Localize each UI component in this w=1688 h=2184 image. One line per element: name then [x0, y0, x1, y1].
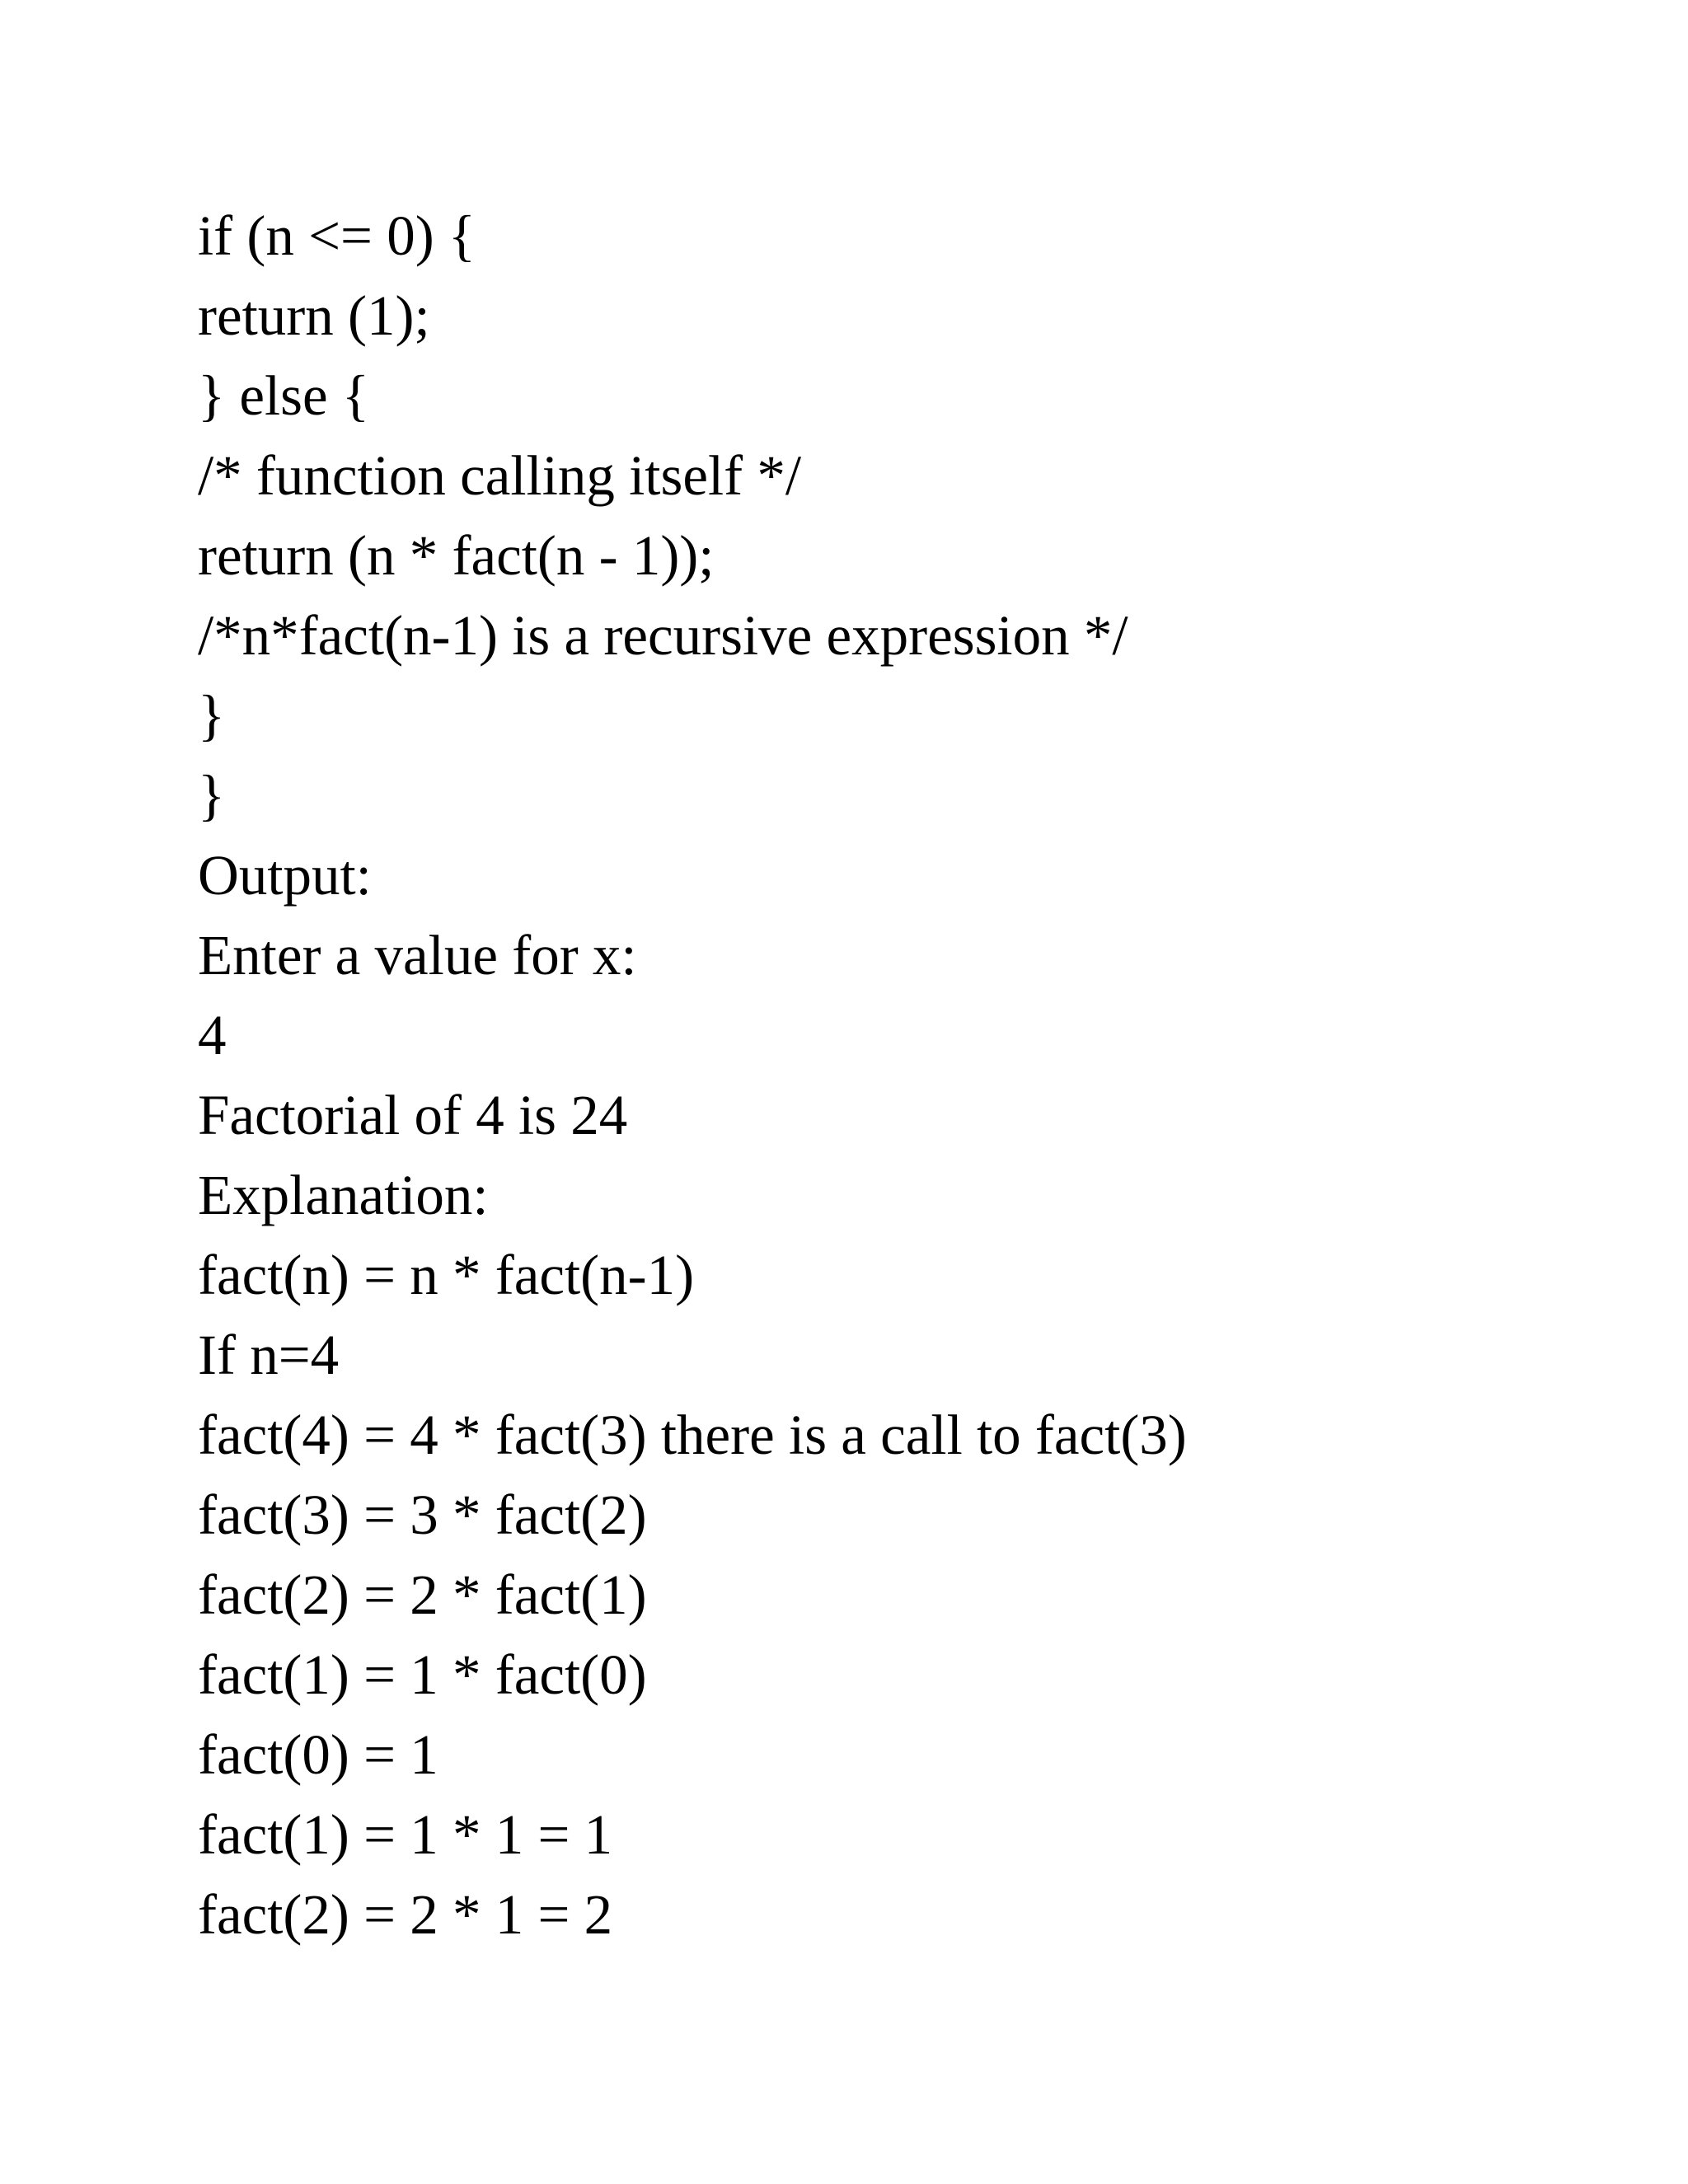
explanation-step: If n=4: [198, 1324, 340, 1386]
explanation-step: fact(1) = 1 * fact(0): [198, 1643, 647, 1706]
explanation-formula: fact(n) = n * fact(n-1): [198, 1244, 695, 1306]
explanation-step: fact(4) = 4 * fact(3) there is a call to fact(3): [198, 1404, 1187, 1466]
explanation-heading: Explanation:: [198, 1164, 489, 1226]
document-body: [198, 196, 1599, 1955]
code-line-if: if (n <= 0) {: [198, 204, 476, 267]
explanation-step: fact(2) = 2 * fact(1): [198, 1563, 647, 1626]
explanation-step: fact(1) = 1 * 1 = 1: [198, 1803, 613, 1866]
output-heading: Output:: [198, 844, 372, 907]
output-result: Factorial of 4 is 24: [198, 1084, 628, 1146]
code-comment-calling-itself: /* function calling itself */: [198, 444, 802, 507]
code-comment-recursive-expression: /*n*fact(n-1) is a recursive expression */: [198, 604, 1128, 667]
code-closing-brace: }: [198, 764, 226, 827]
output-prompt: Enter a value for x:: [198, 924, 637, 987]
explanation-step: fact(3) = 3 * fact(2): [198, 1483, 647, 1546]
code-line-return-1: return (1);: [198, 284, 430, 347]
code-line-else: } else {: [198, 364, 370, 427]
output-input-value: 4: [198, 1004, 227, 1066]
explanation-step: fact(2) = 2 * 1 = 2: [198, 1883, 613, 1946]
code-line-return-recursive: return (n * fact(n - 1));: [198, 524, 715, 587]
code-closing-brace: }: [198, 684, 226, 747]
explanation-step: fact(0) = 1: [198, 1723, 438, 1786]
